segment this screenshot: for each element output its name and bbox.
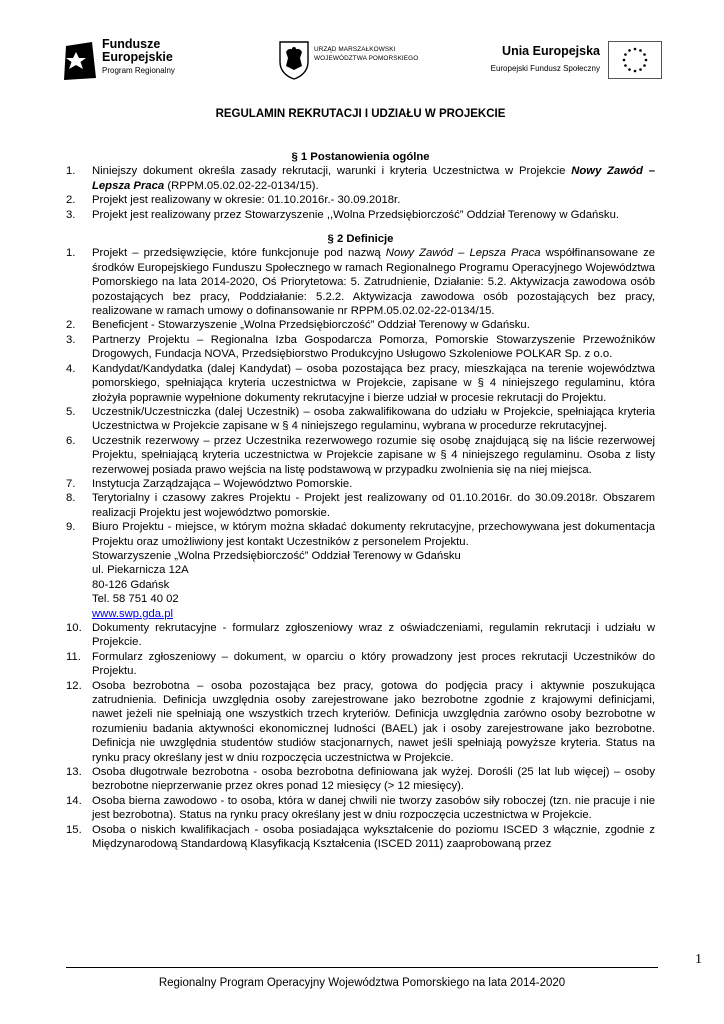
eu-star-icon bbox=[643, 53, 646, 56]
list-item: 3. Projekt jest realizowany przez Stowarzyszenie ,,Wolna Przedsiębiorczość” Oddział Terenowy w Gdańsku. bbox=[66, 208, 619, 221]
eu-logo-line1: Unia Europejska bbox=[502, 44, 600, 58]
document-body bbox=[66, 107, 655, 852]
footer-text: Regionalny Program Operacyjny Województwa Pomorskiego na lata 2014-2020 bbox=[158, 977, 566, 989]
section-2-list bbox=[66, 246, 655, 851]
eu-star-icon bbox=[623, 59, 626, 62]
eu-star-icon bbox=[628, 68, 631, 71]
list-item: 9. Biuro Projektu - miejsce, w którym można składać dokumenty rekrutacyjne, przechowywana jest dokumentacja Projektu oraz umożliwiony jest kontakt Uczestników z personelem Projektu. Stowarzyszenie „Wolna Przedsiębiorczość” Oddział Terenowy w Gdańsku ul. Piekarnicza 12A 80-126 Gdańsk Tel. 58 751 40 02 www.swp.gda.pl bbox=[66, 521, 655, 620]
list-item: 12. Osoba bezrobotna – osoba pozostająca bez pracy, gotowa do podjęcia pracy i aktywnie poszukująca zatrudnienia. Definicja uwzględnia osoby zarejestrowane jako bezrobotne zgodnie z krajowymi definicjami, nawet jeżeli nie spełniają one wszystkich trzech kryteriów. Definicja uwzględnia zarówno osoby bezrobotne w rozumieniu badania aktywności ekonomicznej ludności (BAEL) jak i osoby zarejestrowane jako bezrobotne. Definicja nie uwzględnia studentów studiów stacjonarnych, nawet jeśli spełniają powyższe kryteria. Status na rynku pracy określany jest w dniu rozpoczęcia uczestnictwa w Projekcie. bbox=[66, 679, 655, 764]
list-item: 7. Instytucja Zarządzająca – Województwo Pomorskie. bbox=[66, 477, 353, 490]
list-item: 11. Formularz zgłoszeniowy – dokument, w oparciu o który prowadzony jest proces rekrutacji Uczestników do Projektu. bbox=[66, 650, 655, 678]
fe-logo-line3: Program Regionalny bbox=[102, 66, 175, 75]
fe-logo-line2: Europejskie bbox=[102, 50, 173, 64]
fundusze-europejskie-logo bbox=[62, 38, 192, 84]
address-line: 80-126 Gdańsk bbox=[92, 578, 170, 591]
list-item: 10. Dokumenty rekrutacyjne - formularz zgłoszeniowy wraz z oświadczeniami, regulamin rekrutacji i udziału w Projekcie. bbox=[66, 622, 655, 649]
list-item: 5. Uczestnik/Uczestniczka (dalej Uczestnik) – osoba zakwalifikowana do udziału w Projekcie, spełniająca kryteria Uczestnictwa w Projekcie zapisane w § 4 niniejszego regulaminu, wybrana w procedurze rekrutacyjnej. bbox=[66, 405, 655, 433]
eu-star-icon bbox=[624, 53, 627, 56]
list-item: 2. Beneficjent - Stowarzyszenie „Wolna Przedsiębiorczość” Oddział Terenowy w Gdańsku. bbox=[66, 319, 530, 332]
eu-flag-icon bbox=[608, 41, 662, 79]
list-item: 1. Projekt – przedsięwzięcie, które funkcjonuje pod nazwą Nowy Zawód – Lepsza Praca współfinansowane ze środków Europejskiego Funduszu Społecznego w ramach Regionalnego Programu Operacyjnego Województwa Pomorskiego na lata 2014-2020, Oś Priorytetowa: 5. Zatrudnienie, Działanie: 5.2. Aktywizacja zawodowa osób pozostających bez pracy, Poddziałanie: 5.2.2. Aktywizacja zawodowa osób pozostających bez pracy, realizowane w ramach umowy o dofinansowanie nr RPPM.05.02.02-22-0134/15. bbox=[66, 247, 656, 318]
list-item: 4. Kandydat/Kandydatka (dalej Kandydat) – osoba pozostająca bez pracy, mieszkająca na terenie województwa pomorskiego, spełniająca kryteria uczestnictwa w Projekcie, zapisane w § 4 niniejszego regulaminu, która złożyła poprawnie wypełnione dokumenty rekrutacyjne i bierze udział w procesie rekrutacji do Projektu. bbox=[66, 362, 655, 404]
pomorskie-logo-line1: URZĄD MARSZAŁKOWSKI bbox=[314, 46, 396, 53]
section-1-heading: § 1 Postanowienia ogólne bbox=[291, 151, 430, 163]
section-1-list bbox=[66, 164, 655, 222]
list-item: 2. Projekt jest realizowany w okresie: 01.10.2016r.- 30.09.2018r. bbox=[66, 194, 401, 207]
pomorskie-logo-line2: WOJEWÓDZTWA POMORSKIEGO bbox=[314, 55, 419, 62]
page-number: 1 bbox=[695, 952, 702, 967]
list-item: 3. Partnerzy Projektu – Regionalna Izba Gospodarcza Pomorza, Pomorskie Stowarzyszenie Przewoźników Drogowych, Fundacja NOVA, Przedsiębiorstwo Produkcyjno Usługowo Szkoleniowe POLKAR Sp. z o.o. bbox=[66, 333, 655, 361]
eu-logo bbox=[490, 40, 662, 84]
eu-star-icon bbox=[634, 70, 637, 73]
list-item: 13. Osoba długotrwale bezrobotna - osoba bezrobotna definiowana jak wyżej. Dorośli (25 lat lub więcej) – osoby bezrobotne nieprzerwanie przez okres ponad 12 miesięcy (> 12 miesięcy). bbox=[66, 766, 655, 793]
eu-star-icon bbox=[643, 64, 646, 67]
logo-bar bbox=[0, 32, 724, 88]
list-item: 14. Osoba bierna zawodowo - to osoba, która w danej chwili nie tworzy zasobów siły roboczej (tzn. nie pracuje i nie jest bezrobotna). Status na rynku pracy określany jest w dniu rozpoczęcia uczestnictwa w Projekcie. bbox=[66, 794, 655, 822]
website-link[interactable]: www.swp.gda.pl bbox=[92, 607, 173, 620]
fe-logo-line1: Fundusze bbox=[102, 37, 161, 51]
address-line: ul. Piekarnicza 12A bbox=[92, 564, 189, 577]
address-line: Stowarzyszenie „Wolna Przedsiębiorczość” Oddział Terenowy w Gdańsku bbox=[92, 549, 461, 562]
list-item: 8. Terytorialny i czasowy zakres Projektu - Projekt jest realizowany od 01.10.2016r. do 30.09.2018r. Obszarem realizacji Projektu jest województwo pomorskie. bbox=[66, 492, 655, 519]
address-line: Tel. 58 751 40 02 bbox=[92, 593, 179, 606]
eu-star-icon bbox=[634, 48, 637, 51]
fe-emblem-icon bbox=[62, 38, 98, 82]
pomorskie-crest-icon bbox=[278, 40, 310, 80]
list-item: 1. Niniejszy dokument określa zasady rekrutacji, warunki i kryteria Uczestnictwa w Projekcie Nowy Zawód – Lepsza Praca (RPPM.05.02.02-22-0134/15). bbox=[66, 165, 655, 192]
eu-star-icon bbox=[645, 59, 648, 62]
eu-star-icon bbox=[639, 68, 642, 71]
footer-divider bbox=[66, 967, 658, 968]
eu-star-icon bbox=[624, 64, 627, 67]
eu-star-icon bbox=[628, 49, 631, 52]
eu-star-icon bbox=[639, 49, 642, 52]
list-item: 15. Osoba o niskich kwalifikacjach - osoba posiadająca wykształcenie do poziomu ISCED 3 włącznie, zgodnie z Międzynarodową Standardową Klasyfikacją Kształcenia (ISCED 2011) zaaprobowaną przez bbox=[66, 823, 655, 851]
pomorskie-logo bbox=[278, 40, 428, 84]
eu-logo-line2: Europejski Fundusz Społeczny bbox=[490, 64, 600, 73]
list-item: 6. Uczestnik rezerwowy – przez Uczestnika rezerwowego rozumie się osobę znajdującą się na liście rezerwowej Projektu, spełniającą kryteria uczestnictwa w Projekcie zapisane w § 4 niniejszego regulaminu. Osoba z listy rezerwowej posiada prawo wejścia na listę podstawową w przypadku zwolnienia się na niej miejsca. bbox=[66, 434, 655, 476]
document-title: REGULAMIN REKRUTACJI I UDZIAŁU W PROJEKCIE bbox=[215, 108, 506, 120]
section-2-heading: § 2 Definicje bbox=[327, 233, 394, 246]
